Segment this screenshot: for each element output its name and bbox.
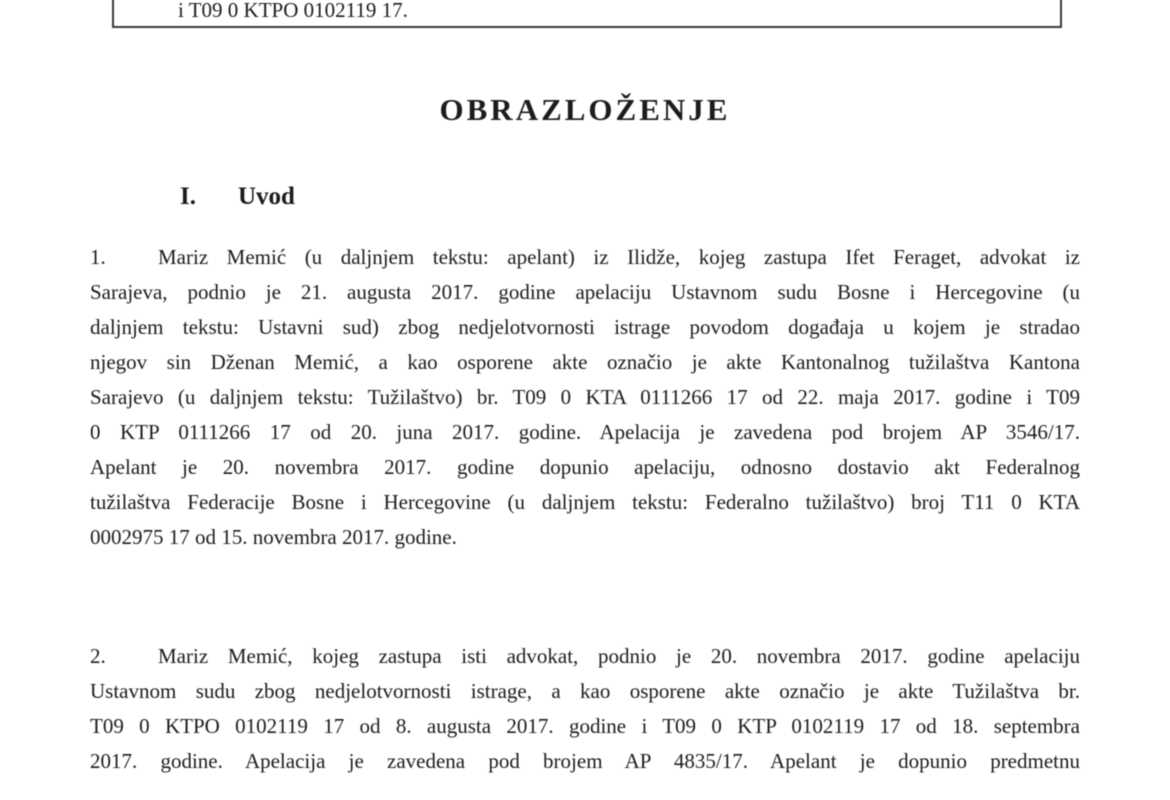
section-heading <box>180 180 295 214</box>
paragraph-line: Sarajevo (u daljnjem tekstu: Tužilaštvo) br. T09 0 KTA 0111266 17 od 22. maja 2017. godine i T09 <box>90 385 1080 409</box>
paragraph-line: daljnjem tekstu: Ustavni sud) zbog nedjelotvornosti istrage povodom događaja u kojem je stradao <box>90 315 1080 339</box>
paragraph-number: 1. <box>90 245 106 269</box>
paragraph-1 <box>90 240 1080 555</box>
section-title: Uvod <box>238 183 295 210</box>
paragraph-line: 0002975 17 od 15. novembra 2017. godine. <box>90 525 457 549</box>
paragraph-line: 2017. godine. Apelacija je zavedena pod brojem AP 4835/17. Apelant je dopunio predmetnu <box>90 749 1080 773</box>
paragraph-line: tužilaštva Federacije Bosne i Hercegovine (u daljnjem tekstu: Federalno tužilaštvo) broj T11 0 KTA <box>90 490 1080 514</box>
paragraph-line: T09 0 KTPO 0102119 17 od 8. augusta 2017. godine i T09 0 KTP 0102119 17 od 18. septembra <box>90 714 1080 738</box>
paragraph-line: Ustavnom sudu zbog nedjelotvornosti istrage, a kao osporene akte označio je akte Tužilaštva br. <box>90 679 1080 703</box>
paragraph-line: 0 KTP 0111266 17 od 20. juna 2017. godine. Apelacija je zavedena pod brojem AP 3546/17. <box>90 420 1080 444</box>
paragraph-line: Sarajeva, podnio je 21. augusta 2017. godine apelaciju Ustavnom sudu Bosne i Hercegovine (u <box>90 280 1080 304</box>
paragraph-2 <box>90 639 1080 779</box>
paragraph-line: 1. Mariz Memić (u daljnjem tekstu: apelant) iz Ilidže, kojeg zastupa Ifet Feraget, advokat iz <box>90 240 1080 275</box>
header-box-text: i T09 0 KTPO 0102119 17. <box>178 0 408 22</box>
section-number: I. <box>180 183 196 210</box>
paragraph-line: njegov sin Dženan Memić, a kao osporene akte označio je akte Kantonalnog tužilaštva Kantona <box>90 350 1080 374</box>
paragraph-line: Apelant je 20. novembra 2017. godine dopunio apelaciju, odnosno dostavio akt Federalnog <box>90 455 1080 479</box>
paragraph-number: 2. <box>90 644 106 668</box>
document-title: OBRAZLOŽENJE <box>439 92 731 127</box>
paragraph-line: 2. Mariz Memić, kojeg zastupa isti advokat, podnio je 20. novembra 2017. godine apelaciju <box>90 639 1080 674</box>
